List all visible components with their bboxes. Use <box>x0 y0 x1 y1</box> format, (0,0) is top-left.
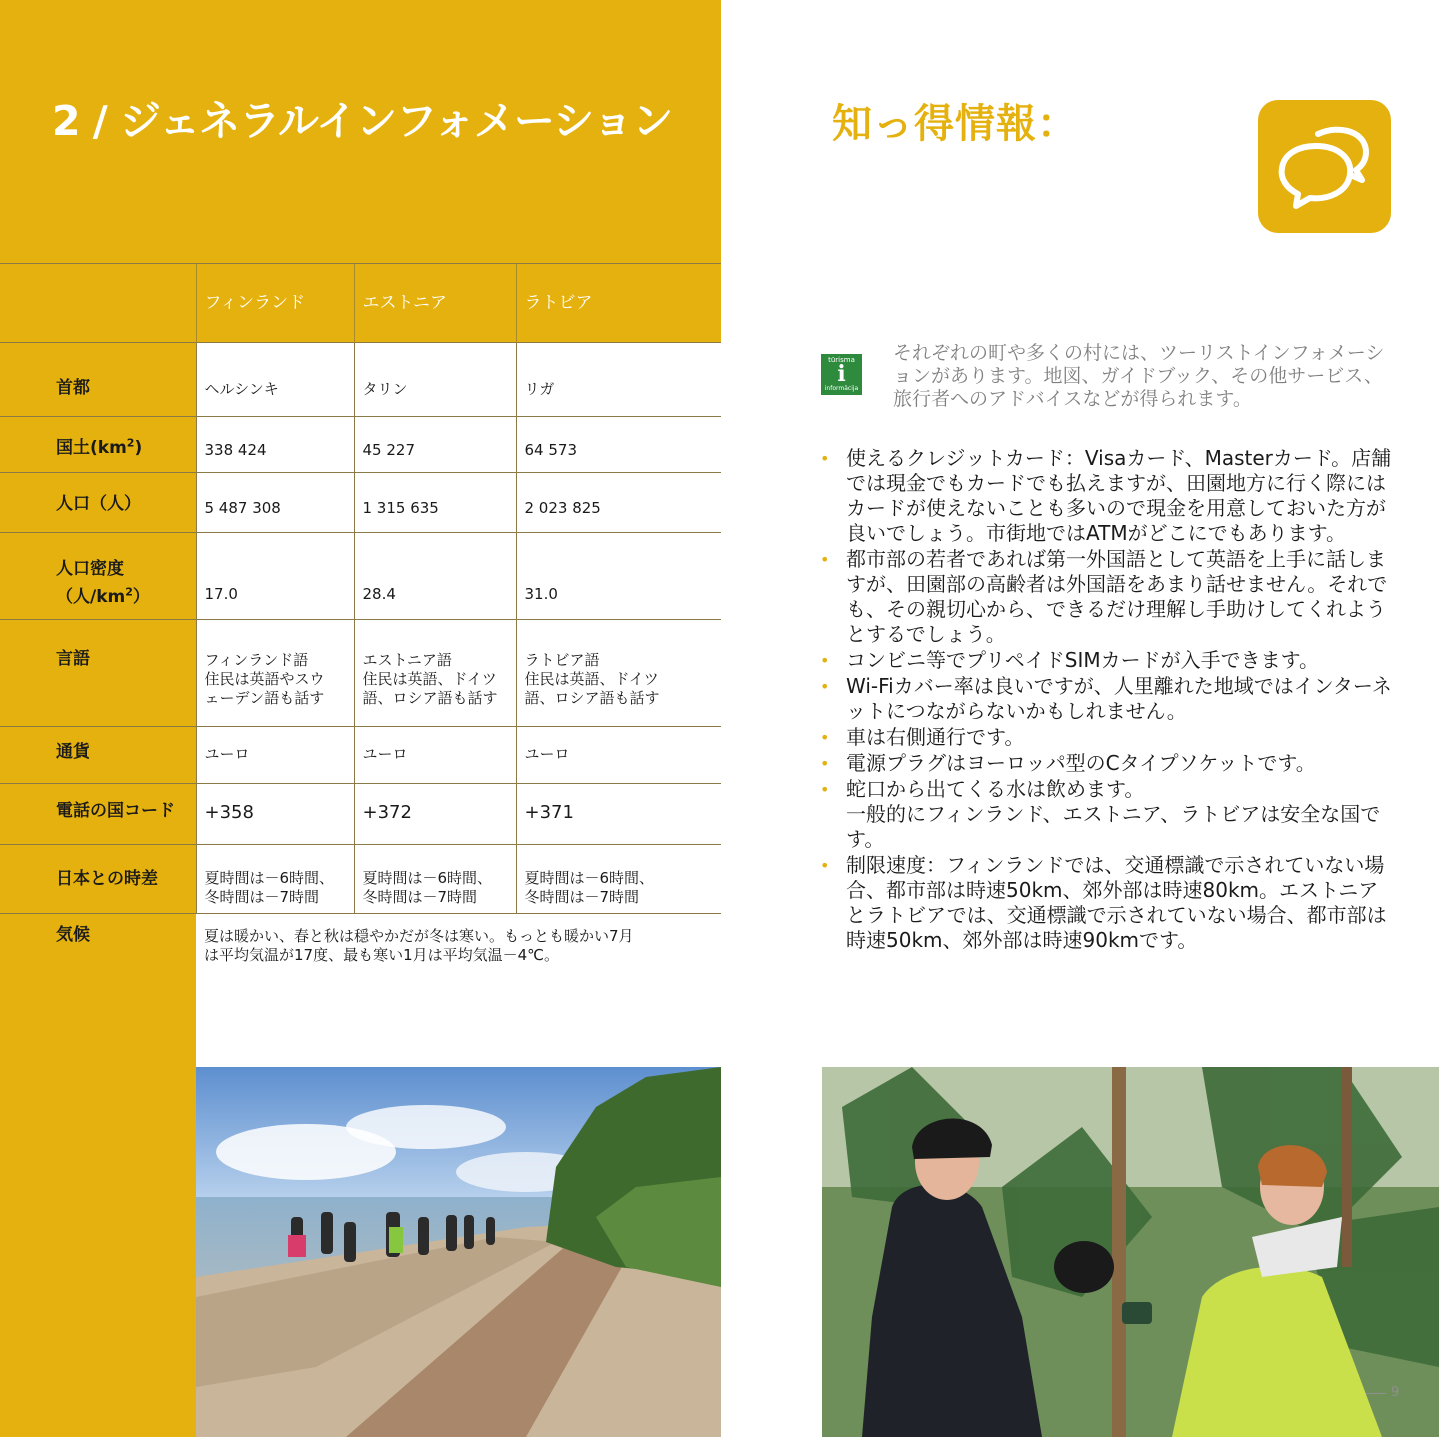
cell-population-finland: 5 487 308 <box>196 473 354 533</box>
row-label-population: 人口（人） <box>0 473 196 533</box>
cell-language-latvia: ラトビア語 住民は英語、ドイツ 語、ロシア語も話す <box>516 620 721 727</box>
cell-currency-estonia: ユーロ <box>354 727 516 784</box>
cell-density-estonia: 28.4 <box>354 533 516 620</box>
list-item: • 車は右側通行です。 <box>820 725 1025 749</box>
row-label-climate: 気候 <box>0 914 196 984</box>
bullet-icon: • <box>820 449 830 468</box>
list-item: • 使えるクレジットカード：Visaカード、Masterカード。店舗では現金でもカードでも払えますが、田園地方に行く際にはカードが使えないことも多いので現金を用意しておいた方が良いでしょう。市街地ではATMがどこにでもあります。 <box>820 446 1392 545</box>
section-title: 2 / ジェネラルインフォメーション <box>52 97 673 145</box>
table-row <box>0 417 721 473</box>
cell-currency-finland: ユーロ <box>196 727 354 784</box>
row-label-area: 国土$(km^2)$ <box>0 417 196 473</box>
general-info-table <box>0 263 721 984</box>
bullet-icon: • <box>820 856 830 875</box>
cell-time-latvia: 夏時間は－6時間、 冬時間は－7時間 <box>516 845 721 914</box>
tourism-info-text: それぞれの町や多くの村には、ツーリストインフォメーションがあります。地図、ガイドブック、その他サービス、旅行者へのアドバイスなどが得られます。 <box>893 342 1385 410</box>
page-number-rule <box>1366 1393 1386 1394</box>
cell-population-latvia: 2 023 825 <box>516 473 721 533</box>
cell-phone-estonia: +372 <box>354 784 516 845</box>
cell-capital-latvia: リガ <box>516 343 721 417</box>
bullet-icon: • <box>820 728 830 747</box>
cell-area-finland: 338 424 <box>196 417 354 473</box>
table-row <box>0 845 721 914</box>
beach-hiking-photo <box>196 1067 721 1437</box>
row-label-time-difference: 日本との時差 <box>0 845 196 914</box>
bullet-icon: • <box>820 754 830 773</box>
chat-bubbles-icon <box>1258 100 1391 233</box>
cell-area-latvia: 64 573 <box>516 417 721 473</box>
page-number: 9 <box>1391 1385 1400 1400</box>
cell-phone-finland: +358 <box>196 784 354 845</box>
cell-language-finland: フィンランド語 住民は英語やスウ ェーデン語も話す <box>196 620 354 727</box>
cell-time-finland: 夏時間は－6時間、 冬時間は－7時間 <box>196 845 354 914</box>
table-row <box>0 473 721 533</box>
row-label-phone-code: 電話の国コード <box>0 784 196 845</box>
tips-title: 知っ得情報： <box>832 101 1078 147</box>
bullet-icon: • <box>820 677 830 696</box>
list-item: • コンビニ等でプリペイドSIMカードが入手できます。 <box>820 648 1320 672</box>
cell-area-estonia: 45 227 <box>354 417 516 473</box>
row-label-language: 言語 <box>0 620 196 727</box>
list-item: • 蛇口から出てくる水は飲めます。 一般的にフィンランド、エストニア、ラトビアは安全な国です。 <box>820 777 1381 851</box>
table-row <box>0 620 721 727</box>
table-header-row <box>0 264 721 343</box>
row-label-capital: 首都 <box>0 343 196 417</box>
list-item: • 制限速度：フィンランドでは、交通標識で示されていない場合、都市部は時速50km、郊外部は時速80km。エストニアとラトビアでは、交通標識で示されていない場合、都市部は時速50km、郊外部は時速90kmです。 <box>820 853 1387 952</box>
bullet-icon: • <box>820 550 830 569</box>
column-header-estonia: エストニア <box>354 264 516 343</box>
bullet-icon: • <box>820 780 830 799</box>
tourism-information-icon: tūrisma i informācija <box>821 354 862 395</box>
cell-time-estonia: 夏時間は－6時間、 冬時間は－7時間 <box>354 845 516 914</box>
bullet-icon: • <box>820 651 830 670</box>
cell-language-estonia: エストニア語 住民は英語、ドイツ 語、ロシア語も話す <box>354 620 516 727</box>
row-label-density: 人口密度 （人$/km^2$） <box>0 533 196 620</box>
column-header-finland: フィンランド <box>196 264 354 343</box>
forest-coffee-photo <box>822 1067 1439 1437</box>
table-row <box>0 533 721 620</box>
table-row <box>0 914 721 984</box>
list-item: • 都市部の若者であれば第一外国語として英語を上手に話しますが、田園部の高齢者は外国語をあまり話せません。それでも、その親切心から、できるだけ理解し手助けしてくれようとするでしょう。 <box>820 547 1388 646</box>
cell-climate: 夏は暖かい、春と秋は穏やかだが冬は寒い。もっとも暖かい7月 は平均気温が17度、最も寒い1月は平均気温－4℃。 <box>196 914 721 984</box>
cell-currency-latvia: ユーロ <box>516 727 721 784</box>
row-label-currency: 通貨 <box>0 727 196 784</box>
cell-phone-latvia: +371 <box>516 784 721 845</box>
column-header-latvia: ラトビア <box>516 264 721 343</box>
table-row <box>0 343 721 417</box>
table-row <box>0 784 721 845</box>
tips-list <box>820 446 1395 954</box>
cell-density-finland: 17.0 <box>196 533 354 620</box>
list-item: • Wi-Fiカバー率は良いですが、人里離れた地域ではインターネットにつながらないかもしれません。 <box>820 674 1392 723</box>
table-row <box>0 727 721 784</box>
table-header-empty <box>0 264 196 343</box>
cell-capital-estonia: タリン <box>354 343 516 417</box>
cell-population-estonia: 1 315 635 <box>354 473 516 533</box>
cell-density-latvia: 31.0 <box>516 533 721 620</box>
list-item: • 電源プラグはヨーロッパ型のCタイプソケットです。 <box>820 751 1316 775</box>
cell-capital-finland: ヘルシンキ <box>196 343 354 417</box>
